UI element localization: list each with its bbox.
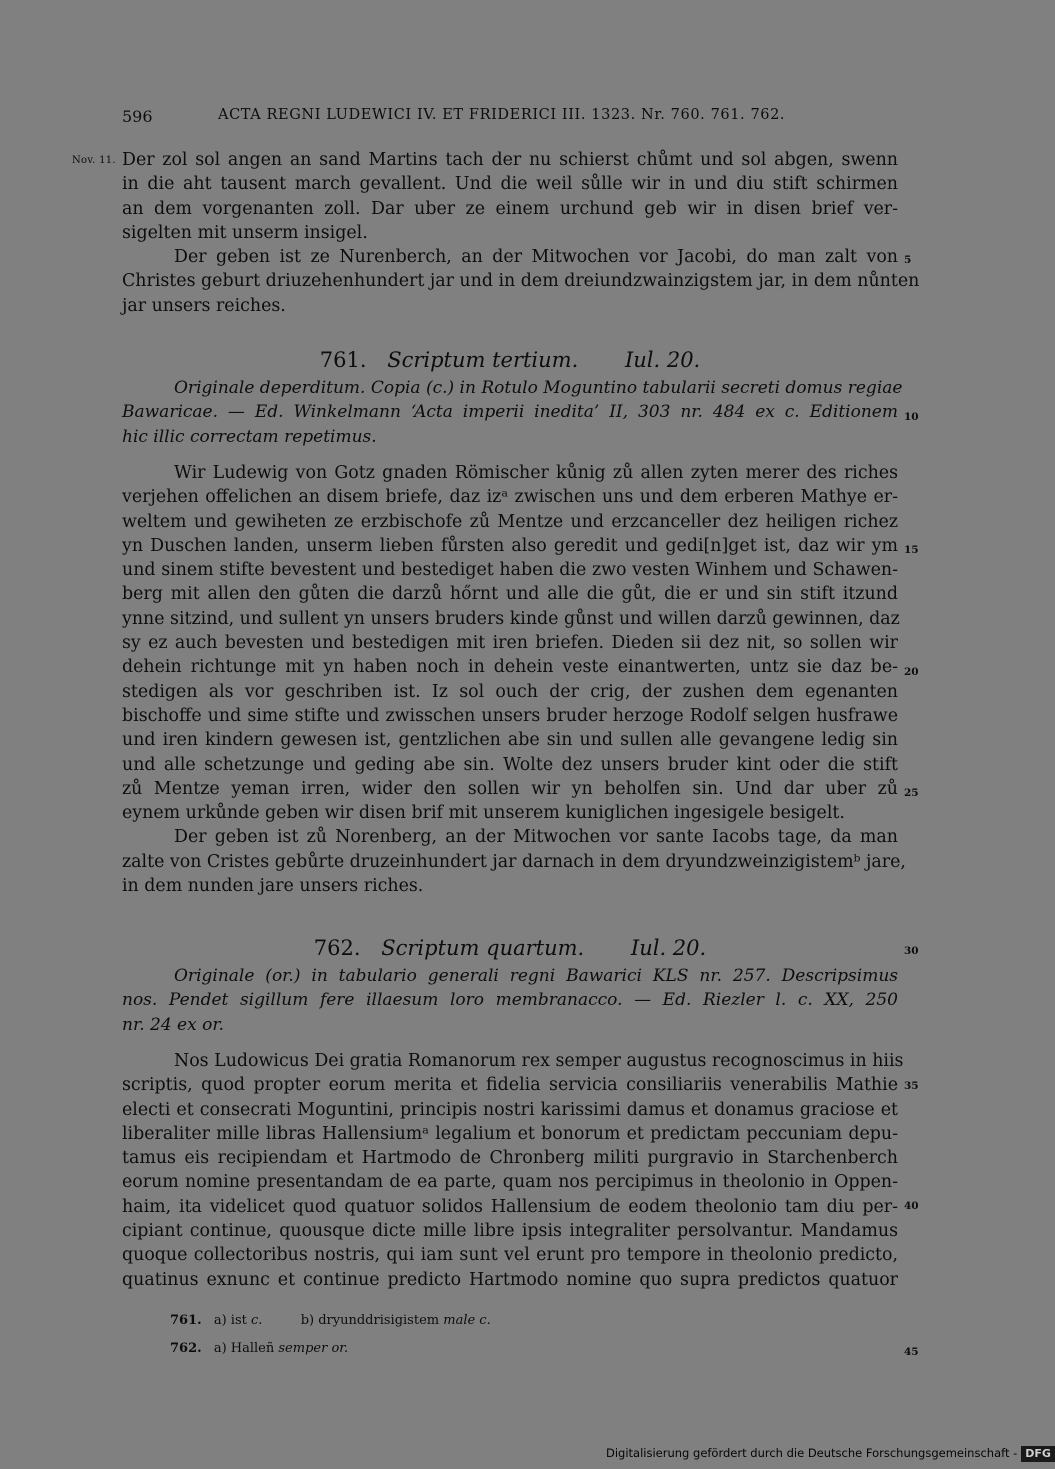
line-number: 10 — [904, 411, 919, 423]
digitization-credit — [606, 1443, 1055, 1463]
credit-text: Digitalisierung gefördert durch die Deutsche Forschungsgemeinschaft - — [606, 1446, 1018, 1460]
text-line: in dem nunden jare unsers riches. — [122, 876, 424, 897]
footnote-source: male c. — [443, 1313, 491, 1328]
text-line: quatinus exnunc et continue predicto Hartmodo nomine quo supra predictos quatuor — [122, 1269, 898, 1290]
text-line: jar unsers reiches. — [122, 295, 286, 316]
text-line: zalte von Cristes gebůrte druzeinhundert jar darnach in dem dryundzweinzigistemᵇ jare, — [122, 851, 906, 872]
text-line: electi et consecrati Moguntini, principis nostri karissimi damus et donamus graciose et — [122, 1099, 898, 1120]
footnote-id: 761. — [170, 1313, 202, 1328]
note-line: hic illic correctam repetimus. — [122, 426, 377, 447]
text-line: yn Duschen landen, unserm lieben fůrsten also geredit und gedi[n]get ist, daz wir ym — [122, 535, 898, 556]
text-line: Christes geburt driuzehenhundert jar und in dem dreiundzwainzigstem jar, in dem nůnten — [122, 271, 920, 292]
footnote-mark: b) — [300, 1313, 315, 1328]
text-line: zů Mentze yeman irren, wider den sollen wir yn beholfen sin. Und dar uber zů — [122, 778, 898, 799]
doc-number: 762. — [313, 936, 361, 960]
doc-number: 761. — [319, 348, 367, 372]
note-line: nos. Pendet sigillum fere illaesum loro membranacco. — Ed. Riezler l. c. XX, 250 — [122, 990, 898, 1011]
text-line: Der zol sol angen an sand Martins tach der nu schierst chůmt und sol abgen, swenn — [122, 150, 898, 170]
text-line: und sinem stifte bevestent und bestediget haben die zwo vesten Winhem und Schawen- — [122, 560, 898, 581]
doc762-note — [122, 964, 898, 1037]
text-line: eorum nomine presentandam de ea parte, quam nos percipimus in theolonio in Oppen- — [122, 1172, 898, 1193]
text-line: berg mit allen den gůten die darzů hőrnt und alle die gůt, die er und sin stift itzund — [122, 584, 898, 605]
text-line: sy ez auch bevesten und bestedigen mit iren briefen. Dieden sii dez nit, so sollen wir — [122, 633, 898, 654]
footnote-mark: a) — [213, 1341, 227, 1356]
text-line: eynem urkůnde geben wir disen brif mit unserem kuniglichen ingesigele besigelt. — [122, 803, 845, 824]
text-line: dehein richtunge mit yn haben noch in dehein veste einantwerten, untz sie daz be- — [122, 657, 898, 678]
doc761-heading — [122, 346, 898, 374]
line-number: 20 — [904, 666, 919, 678]
doc760-text — [122, 148, 920, 318]
text-line: Wir Ludewig von Gotz gnaden Römischer kůnig zů allen zyten merer des riches — [174, 463, 898, 483]
doc762-heading — [122, 934, 898, 962]
footnote-text: dryunddrisigistem — [318, 1313, 440, 1328]
footnote-source: c. — [250, 1313, 263, 1328]
margin-date: Nov. 11. — [72, 155, 116, 166]
running-title: ACTA REGNI LUDEWICI IV. ET FRIDERICI III. 1323. Nr. 760. 761. 762. — [218, 107, 786, 123]
doc-date: Iul. 20. — [630, 936, 707, 960]
line-number: 35 — [904, 1080, 919, 1092]
line-number: 45 — [904, 1346, 919, 1358]
text-line: sigelten mit unserm insigel. — [122, 222, 368, 243]
text-line: und alle schetzunge und geding abe sin. Wolte dez unsers bruder kint oder die stift — [122, 754, 898, 775]
running-header — [122, 107, 898, 129]
text-line: haim, ita videlicet quod quatuor solidos Hallensium de eodem theolonio tam diu per- — [122, 1196, 898, 1217]
text-line: Der geben ist ze Nurenberch, an der Mitwochen vor Jacobi, do man zalt von — [174, 247, 898, 268]
line-number: 30 — [904, 945, 919, 957]
doc762-text — [122, 1049, 904, 1292]
text-line: weltem und gewiheten ze erzbischofe zů Mentze und erzcanceller dez heiligen richez — [122, 511, 898, 532]
footnote-text: ist — [230, 1313, 247, 1328]
note-line: Bawaricae. — Ed. Winkelmann ‘Acta imperii inedita’ II, 303 nr. 484 ex c. Editionem — [122, 402, 898, 423]
footnote-mark: a) — [213, 1313, 227, 1328]
line-number: 40 — [904, 1200, 919, 1212]
text-line: Nos Ludowicus Dei gratia Romanorum rex semper augustus recognoscimus in hiis — [174, 1051, 904, 1071]
text-line: bischoffe und sime stifte und zwisschen unsers bruder herzoge Rodolf selgen husfrawe — [122, 705, 898, 726]
doc-title: Scriptum quartum. — [381, 936, 585, 960]
note-line: Originale (or.) in tabulario generali regni Bawarici KLS nr. 257. Descripsimus — [174, 966, 898, 986]
doc761-text — [122, 461, 906, 898]
doc-date: Iul. 20. — [624, 348, 701, 372]
text-line: cipiant continue, quousque dicte mille libre ipsis integraliter persolvantur. Mandamus — [122, 1221, 898, 1242]
note-line: nr. 24 ex or. — [122, 1014, 224, 1035]
text-line: scriptis, quod propter eorum merita et fidelia servicia consiliariis venerabilis Mathie — [122, 1075, 898, 1096]
text-line: tamus eis recipiendam et Hartmodo de Chronberg militi purgravio in Starchenberch — [122, 1148, 898, 1169]
text-line: ynne sitzind, und sullent yn unsers bruders kinde gůnst und willen darzů gewinnen, daz — [122, 608, 900, 629]
line-number: 25 — [904, 787, 919, 799]
page-number: 596 — [122, 107, 153, 126]
footnote-text: Halleñ — [230, 1341, 275, 1356]
line-number: 5 — [904, 254, 912, 266]
text-line: Der geben ist zů Norenberg, an der Mitwochen vor sante Iacobs tage, da man — [174, 827, 898, 848]
dfg-logo: DFG — [1021, 1446, 1055, 1462]
footnote-761 — [170, 1311, 491, 1331]
text-line: quoque collectoribus nostris, qui iam sunt vel erunt pro tempore in theolonio predicto, — [122, 1245, 898, 1266]
line-number: 15 — [904, 544, 919, 556]
text-line: und iren kindern gewesen ist, gentzlichen abe sin und sullen alle gevangene ledig sin — [122, 730, 898, 751]
text-line: an dem vorgenanten zoll. Dar uber ze einem urchund geb wir in disen brief ver- — [122, 198, 898, 219]
text-line: liberaliter mille libras Hallensiumᵃ legalium et bonorum et predictam peccuniam depu- — [122, 1123, 898, 1144]
footnote-source: semper or. — [278, 1341, 349, 1356]
doc761-note — [122, 376, 903, 449]
text-line: in die aht tausent march gevallent. Und die weil sůlle wir in und diu stift schirmen — [122, 174, 898, 195]
footnote-762 — [170, 1339, 348, 1359]
text-line: stedigen als vor geschriben ist. Iz sol ouch der crig, der zushen dem egenanten — [122, 681, 898, 702]
note-line: Originale deperditum. Copia (c.) in Rotulo Moguntino tabularii secreti domus regiae — [174, 378, 903, 398]
text-line: verjehen offelichen an disem briefe, daz izᵃ zwischen uns und dem erberen Mathye er- — [122, 487, 898, 508]
doc-title: Scriptum tertium. — [387, 348, 579, 372]
footnote-id: 762. — [170, 1341, 202, 1356]
